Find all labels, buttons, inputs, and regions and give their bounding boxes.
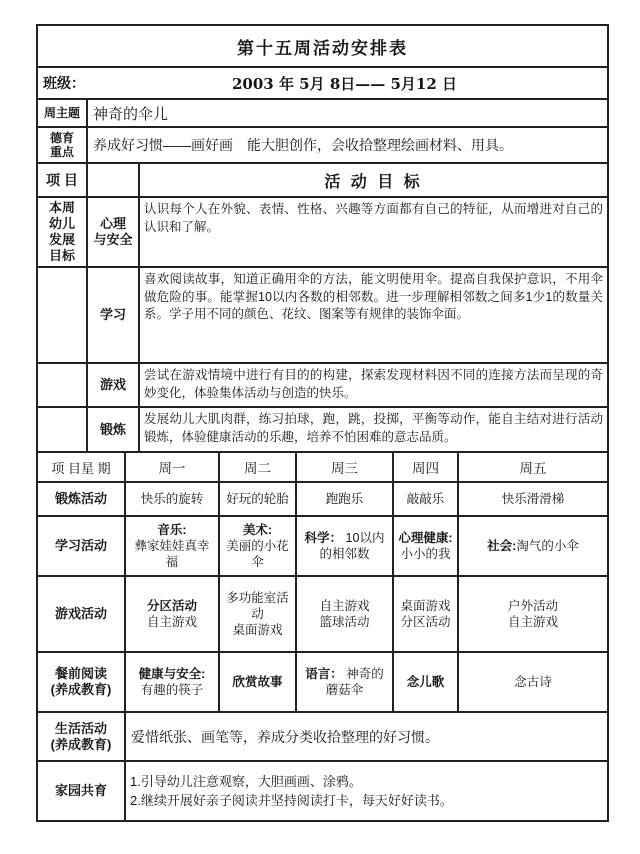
study-fri: 社会:淘气的小伞 <box>487 539 579 553</box>
category-learning: 学习 <box>88 268 140 362</box>
study-activities-label: 学习活动 <box>38 517 126 575</box>
home-coeducation-label: 家园共育 <box>38 762 126 820</box>
exercise-activities-row <box>38 483 607 517</box>
project-header-row <box>38 164 607 198</box>
day-friday: 周五 <box>519 461 547 476</box>
empty-cell <box>38 268 88 362</box>
game-mon: 分区活动 自主游戏 <box>126 577 220 651</box>
empty-cell <box>38 364 88 406</box>
development-goals-label: 本周 幼儿 发展 目标 <box>38 198 88 266</box>
day-thursday: 周四 <box>394 453 459 481</box>
reading-tue: 欣赏故事 <box>220 653 297 711</box>
game-fri: 户外活动 自主游戏 <box>507 599 558 629</box>
date-range: 2003 年 5月 8日—— 5月12 日 <box>231 74 458 93</box>
moral-label: 德育 重点 <box>38 128 88 162</box>
goal-text-games: 尝试在游戏情境中进行有目的的构建，探索发现材料因不同的连接方法而呈现的奇妙变化，体验集体活动与创造的快乐。 <box>144 368 603 400</box>
class-cell <box>38 68 607 98</box>
game-thu: 桌面游戏 分区活动 <box>394 577 459 651</box>
day-wednesday: 周三 <box>297 453 394 481</box>
exercise-wed: 跑跑乐 <box>297 483 394 515</box>
reading-thu: 念儿歌 <box>394 653 459 711</box>
study-wed: 科学： 10以内的相邻数 <box>297 517 394 575</box>
life-activities-label: 生活活动 (养成教育) <box>38 713 126 760</box>
exercise-activities-label: 锻炼活动 <box>38 483 126 515</box>
study-tue: 美术: 美丽的小花伞 <box>220 517 297 575</box>
home-coeducation-row <box>38 762 607 820</box>
moral-row <box>38 128 607 164</box>
theme-label: 周主题 <box>38 100 88 126</box>
goal-row-games <box>38 364 607 408</box>
project-empty-cell <box>88 164 140 196</box>
exercise-thu: 敲敲乐 <box>394 483 459 515</box>
exercise-tue: 好玩的轮胎 <box>220 483 297 515</box>
category-games: 游戏 <box>88 364 140 406</box>
study-thu: 心理健康: 小小的我 <box>394 517 459 575</box>
exercise-fri: 快乐滑滑梯 <box>501 492 565 506</box>
reading-wed: 语言： 神奇的蘑菇伞 <box>297 653 394 711</box>
weekday-header-row <box>38 453 607 483</box>
day-tuesday: 周二 <box>220 453 297 481</box>
weekly-schedule-table <box>36 24 609 822</box>
theme-value: 神奇的伞儿 <box>93 105 169 123</box>
game-activities-row <box>38 577 607 653</box>
day-monday: 周一 <box>126 453 220 481</box>
game-tue: 多功能室活动 桌面游戏 <box>220 577 297 651</box>
empty-cell <box>38 408 88 451</box>
activity-goals-header: 活 动 目 标 <box>324 173 423 191</box>
goal-row-learning <box>38 268 607 364</box>
title-row <box>38 26 607 68</box>
reading-mon: 健康与安全: 有趣的筷子 <box>126 653 220 711</box>
exercise-mon: 快乐的旋转 <box>126 483 220 515</box>
study-activities-row <box>38 517 607 577</box>
class-label: 班级： <box>43 75 85 91</box>
study-mon: 音乐: 彝家娃娃真幸福 <box>126 517 220 575</box>
category-exercise: 锻炼 <box>88 408 140 451</box>
goal-text-exercise: 发展幼儿大肌肉群，练习拍球，跑，跳，投掷，平衡等动作，能自主结对进行活动锻炼，体验健康活动的乐趣，培养不怕困难的意志品质。 <box>144 412 603 444</box>
life-activities-value: 爱惜纸张、画笔等，养成分类收拾整理的好习惯。 <box>131 728 439 745</box>
home-coeducation-value: 1.引导幼儿注意观察，大胆画画、涂鸦。 2.继续开展好亲子阅读并坚持阅读打卡，每天好好读书。 <box>130 774 453 808</box>
reading-fri: 念古诗 <box>514 675 552 689</box>
page-title: 第十五周活动安排表 <box>237 38 408 58</box>
goal-row-psych-safety <box>38 198 607 268</box>
premeal-reading-label: 餐前阅读 (养成教育) <box>38 653 126 711</box>
goal-row-exercise <box>38 408 607 453</box>
premeal-reading-row <box>38 653 607 713</box>
game-activities-label: 游戏活动 <box>38 577 126 651</box>
goal-text-psych-safety: 认识每个人在外貌、表情、性格、兴趣等方面都有自己的特征，从而增进对自己的认识和了解。 <box>144 202 603 234</box>
goal-text-learning: 喜欢阅读故事，知道正确用伞的方法，能文明使用伞。提高自我保护意识，不用伞做危险的事。能掌握10以内各数的相邻数。进一步理解相邻数之间多1少1的数量关系。学子用不同的颜色、花纹、图案等有规律的装饰伞面。 <box>144 272 603 321</box>
class-row <box>38 68 607 100</box>
life-activities-row <box>38 713 607 762</box>
game-wed: 自主游戏 篮球活动 <box>297 577 394 651</box>
moral-value: 养成好习惯——画好画 能大胆创作，会收拾整理绘画材料、用具。 <box>93 137 513 153</box>
item-weekday-corner: 项 目星 期 <box>38 453 126 481</box>
category-psych-safety: 心理 与安全 <box>88 198 140 266</box>
theme-row <box>38 100 607 128</box>
project-label: 项 目 <box>38 164 88 196</box>
